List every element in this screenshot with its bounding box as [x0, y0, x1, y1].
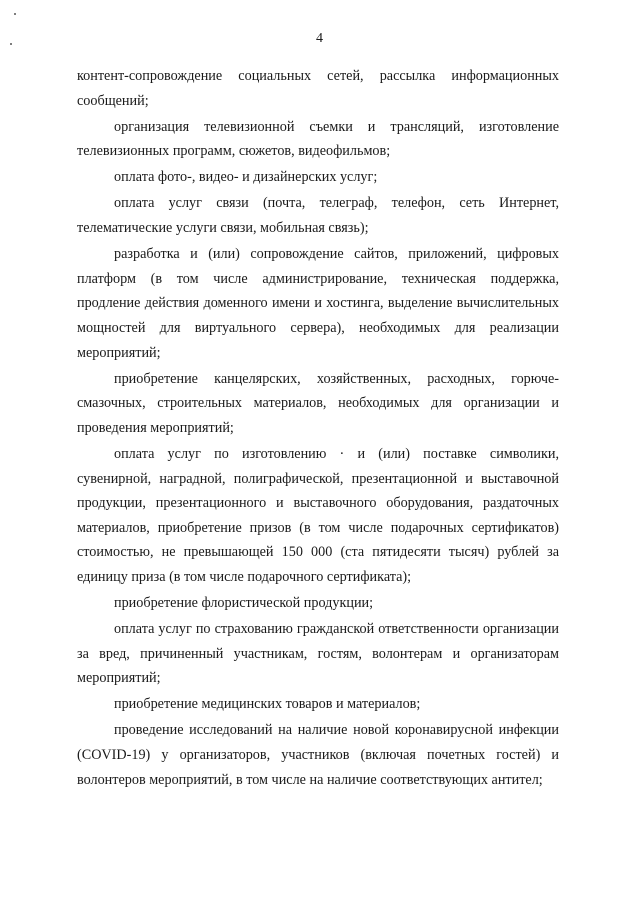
paragraph: приобретение канцелярских, хозяйственных, расходных, горюче-смазочных, строительных материалов, необходимых для организации и проведения мероприятий;: [77, 370, 559, 436]
paragraph: приобретение медицинских товаров и материалов;: [114, 696, 421, 713]
scan-speck: [14, 13, 16, 15]
paragraph: оплата услуг по изготовлению · и (или) поставке символики, сувенирной, наградной, полиграфической, презентационной и выставочной продукции, презентационного и выставочного оборудования, раздаточных материалов, приобретение призов (в том числе подарочных сертификатов) стоимостью, не превышающей 150 000 (ста пятидесяти тысяч) рублей за единицу приза (в том числе подарочного сертификата);: [77, 445, 559, 585]
paragraph: оплата услуг связи (почта, телеграф, телефон, сеть Интернет, телематические услуги связи, мобильная связь);: [77, 195, 559, 237]
document-body: [77, 64, 559, 794]
paragraph: контент-сопровождение социальных сетей, рассылка информационных сообщений;: [77, 68, 559, 109]
paragraph: оплата услуг по страхованию гражданской ответственности организации за вред, причиненный участникам, гостям, волонтерам и организаторам мероприятий;: [77, 621, 559, 687]
page-number: 4: [316, 31, 323, 46]
paragraph: оплата фото-, видео- и дизайнерских услуг;: [114, 169, 378, 186]
paragraph: организация телевизионной съемки и трансляций, изготовление телевизионных программ, сюжетов, видеофильмов;: [77, 118, 559, 160]
paragraph: приобретение флористической продукции;: [114, 594, 374, 611]
paragraph: разработка и (или) сопровождение сайтов, приложений, цифровых платформ (в том числе администрирование, техническая поддержка, продление действия доменного имени и хостинга, выделение вычислительных мощностей для виртуального сервера), необходимых для реализации мероприятий;: [77, 246, 559, 361]
paragraph: проведение исследований на наличие новой коронавирусной инфекции (COVID-19) у организаторов, участников (включая почетных гостей) и волонтеров мероприятий, в том числе на наличие соответствующих антител;: [77, 722, 559, 788]
